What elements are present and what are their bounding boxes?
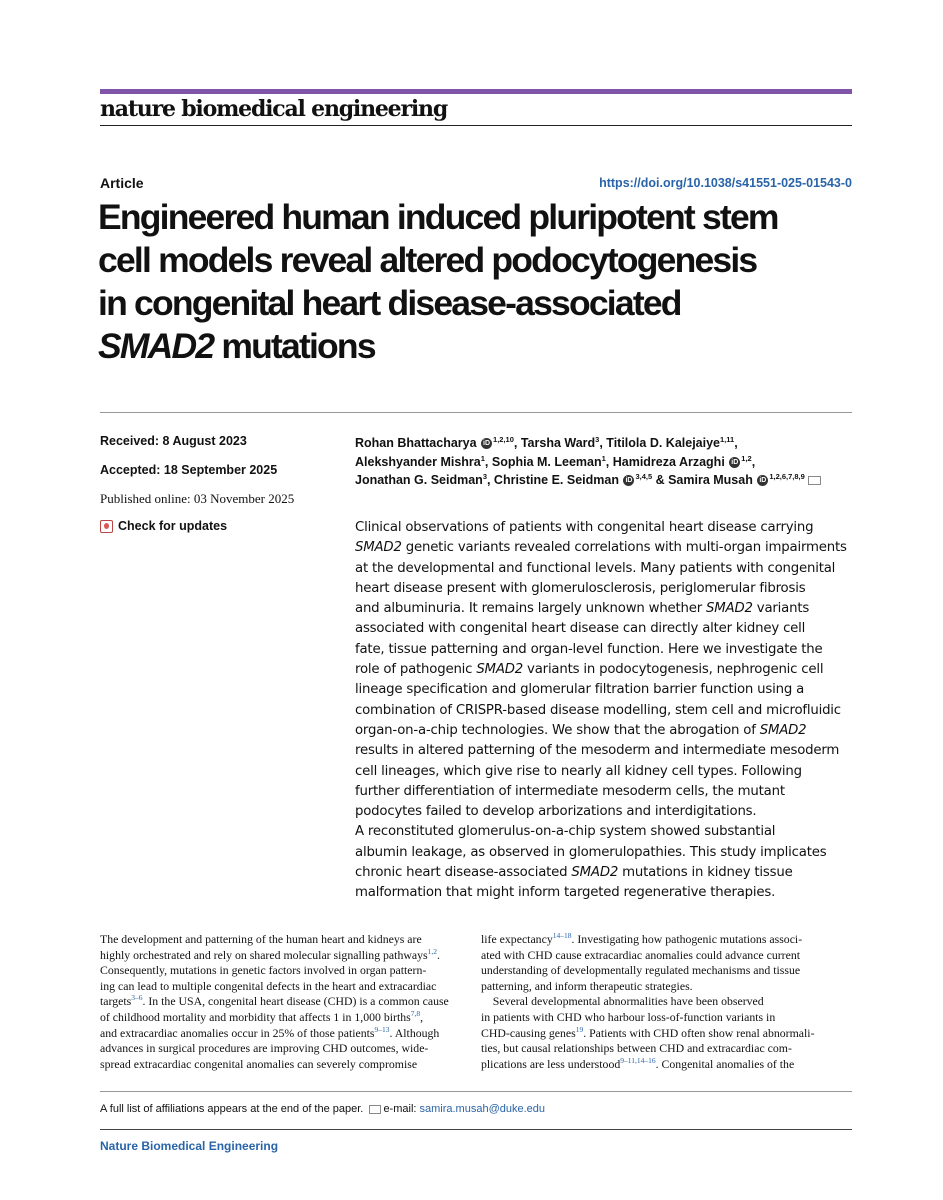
check-for-updates-label: Check for updates <box>118 519 228 533</box>
text-run: Consequently, mutations in genetic factors involved in organ pattern- <box>100 963 427 978</box>
text-run: , Tarsha Ward <box>513 436 596 450</box>
body-line <box>100 994 472 1010</box>
body-line <box>481 1057 853 1073</box>
text-run: at the developmental and functional levels. Many patients with congenital <box>355 560 836 576</box>
text-run: Rohan Bhattacharya <box>355 436 481 450</box>
published-date: Published online: 03 November 2025 <box>100 491 295 506</box>
text-run: A reconstituted glomerulus-on-a-chip system showed substantial <box>355 824 776 840</box>
affiliation-superscript[interactable]: 1,2,10 <box>493 434 514 444</box>
affiliation-superscript[interactable]: 1,2 <box>741 453 752 463</box>
article-type: Article <box>100 175 144 191</box>
text-run: ated with CHD cause extracardiac anomalies could advance current <box>481 947 801 962</box>
title-tail: mutations <box>213 326 375 366</box>
text-run: CHD-causing genes <box>481 1025 576 1040</box>
body-line <box>481 1041 853 1057</box>
abstract-line <box>355 822 855 842</box>
title-line: in congenital heart disease-associated <box>98 283 681 323</box>
gene-name: SMAD2 <box>706 601 753 617</box>
footnote-text: A full list of affiliations appears at the end of the paper. <box>100 1103 364 1115</box>
text-run: Clinical observations of patients with congenital heart disease carrying <box>355 520 814 535</box>
text-run: , Sophia M. Leeman <box>484 454 602 469</box>
gene-name: SMAD2 <box>476 662 524 678</box>
text-run: patterning, and inform therapeutic strategies. <box>481 978 693 993</box>
body-line <box>481 948 853 964</box>
text-run: . Patients with CHD often show renal abnormali- <box>583 1025 815 1040</box>
text-run: , Hamidreza Arzaghi <box>605 454 729 469</box>
abstract-line <box>355 518 855 538</box>
text-run: , Titilola D. Kalejaiye <box>599 436 720 450</box>
text-run: The development and patterning of the human heart and kidneys are <box>100 932 422 946</box>
abstract-line <box>355 619 855 639</box>
citation-ref[interactable]: 3–6 <box>131 993 143 1003</box>
text-run: podocytes failed to develop arborizations and interdigitations. <box>355 804 757 820</box>
footer-journal-name: Nature Biomedical Engineering <box>100 1139 279 1153</box>
text-run: fate, tissue patterning and organ-level function. Here we investigate the <box>355 641 823 657</box>
abstract-line <box>355 863 855 883</box>
orcid-icon[interactable]: iD <box>625 477 633 485</box>
text-run: , <box>420 1009 424 1024</box>
text-run: understanding of developmentally regulated mechanisms and tissue <box>481 963 801 978</box>
citation-ref[interactable]: 9–13 <box>374 1024 390 1034</box>
orcid-icon[interactable]: iD <box>483 440 491 448</box>
text-run: albumin leakage, as observed in glomerulopathies. This study implicates <box>355 844 827 860</box>
title-gene: SMAD2 <box>98 326 214 366</box>
text-run: mutations in kidney tissue <box>618 865 793 881</box>
body-line <box>100 1026 472 1042</box>
gene-name: SMAD2 <box>759 722 807 738</box>
affiliation-superscript[interactable]: 1,2,6,7,8,9 <box>769 471 805 481</box>
email-link[interactable]: samira.musah@duke.edu <box>419 1103 546 1115</box>
text-run: highly orchestrated and rely on shared molecular signalling pathways <box>100 947 428 962</box>
text-run: , Christine E. Seidman <box>486 473 623 487</box>
title-line <box>98 325 858 368</box>
email-label: e-mail: <box>383 1103 420 1115</box>
author-line <box>355 434 855 453</box>
text-run: in patients with CHD who harbour loss-of-function variants in <box>481 1009 776 1024</box>
abstract-line <box>355 599 855 619</box>
footnote-divider <box>100 1091 852 1092</box>
text-run: spread extracardiac congenital anomalies can severely compromise <box>100 1056 418 1071</box>
accepted-date: Accepted: 18 September 2025 <box>100 463 278 477</box>
title-line: Engineered human induced pluripotent stem <box>98 197 778 237</box>
text-run: further differentiation of intermediate mesoderm cells, the mutant <box>355 783 785 799</box>
body-line <box>100 979 472 995</box>
orcid-icon[interactable]: iD <box>759 477 767 485</box>
crossmark-icon <box>100 520 113 533</box>
text-run: organ-on-a-chip technologies. We show that the abrogation of <box>355 722 760 738</box>
citation-ref[interactable]: 1,2 <box>427 946 437 956</box>
affiliation-superscript[interactable]: 3 <box>595 434 600 444</box>
author-line <box>355 453 855 472</box>
body-line <box>481 963 853 979</box>
text-run: , <box>734 436 738 450</box>
body-line <box>100 932 472 948</box>
citation-ref[interactable]: 14–18 <box>552 931 572 941</box>
author-list <box>355 434 855 490</box>
text-run: Jonathan G. Seidman <box>355 473 483 487</box>
affiliation-superscript[interactable]: 1 <box>480 453 485 463</box>
doi-link[interactable]: https://doi.org/10.1038/s41551-025-01543-0 <box>599 176 852 190</box>
text-run: cell lineages, which give rise to nearly all kidney cell types. Following <box>355 763 802 779</box>
text-run: , <box>751 454 756 469</box>
text-run: heart disease present with glomerulosclerosis, periglomerular fibrosis <box>355 580 806 596</box>
abstract-line <box>355 843 855 863</box>
text-run: targets <box>100 994 132 1009</box>
article-title <box>98 196 858 368</box>
body-line <box>100 963 472 979</box>
abstract <box>355 518 855 904</box>
text-run: . In the USA, congenital heart disease (CHD) is a common cause <box>142 994 449 1009</box>
email-icon <box>369 1105 381 1114</box>
header-divider <box>100 125 852 126</box>
text-run: lineage specification and glomerular filtration barrier function using a <box>355 682 805 698</box>
author-line <box>355 471 855 490</box>
abstract-line <box>355 741 855 761</box>
abstract-line <box>355 538 855 558</box>
body-line <box>481 979 853 995</box>
received-date: Received: 8 August 2023 <box>100 434 247 448</box>
affiliation-superscript[interactable]: 1,11 <box>720 434 735 444</box>
body-line <box>481 932 853 948</box>
gene-name: SMAD2 <box>571 865 619 881</box>
body-line <box>481 1010 853 1026</box>
email-icon <box>808 476 821 485</box>
citation-ref[interactable]: 19 <box>575 1024 584 1034</box>
text-run: . Investigating how pathogenic mutations associ- <box>571 932 803 946</box>
text-run: associated with congenital heart disease can directly alter kidney cell <box>355 621 806 637</box>
journal-accent-bar <box>100 89 852 94</box>
citation-ref[interactable]: 7,8 <box>410 1009 421 1019</box>
body-line <box>481 994 853 1010</box>
abstract-line <box>355 559 855 579</box>
abstract-line <box>355 762 855 782</box>
text-run: . Although <box>389 1025 440 1040</box>
text-run: chronic heart disease-associated <box>355 865 572 881</box>
text-run: . <box>436 947 440 962</box>
abstract-line <box>355 721 855 741</box>
text-run: . Congenital anomalies of the <box>655 1056 795 1071</box>
text-run: and albuminuria. It remains largely unknown whether <box>355 601 707 617</box>
abstract-line <box>355 579 855 599</box>
text-run: plications are less understood <box>481 1056 621 1071</box>
check-for-updates-button[interactable] <box>100 519 227 533</box>
citation-ref[interactable]: 9–11,14–16 <box>620 1055 656 1065</box>
text-run: malformation that might inform targeted regenerative therapies. <box>355 885 776 901</box>
text-run: Alekshyander Mishra <box>355 454 481 469</box>
abstract-line <box>355 680 855 700</box>
text-run: ing can lead to multiple congenital defects in the heart and extracardiac <box>100 978 437 993</box>
body-line <box>100 1057 472 1073</box>
journal-name: nature biomedical engineering <box>100 96 447 122</box>
abstract-line <box>355 782 855 802</box>
text-run: variants in podocytogenesis, nephrogenic cell <box>523 662 824 678</box>
text-run: of childhood mortality and morbidity that affects 1 in 1,000 births <box>100 1009 411 1024</box>
abstract-line <box>355 802 855 822</box>
body-line <box>100 1010 472 1026</box>
gene-name: SMAD2 <box>355 540 402 556</box>
text-run: variants <box>752 601 810 617</box>
text-run: role of pathogenic <box>355 662 477 678</box>
body-line <box>100 1041 472 1057</box>
text-run: combination of CRISPR-based disease modelling, stem cell and microfluidic <box>355 702 841 718</box>
abstract-line <box>355 701 855 721</box>
body-line <box>481 1026 853 1042</box>
body-line <box>100 948 472 964</box>
affiliation-superscript[interactable]: 3 <box>482 471 487 481</box>
orcid-icon[interactable]: iD <box>731 458 739 466</box>
body-column-right <box>481 932 853 1072</box>
body-column-left <box>100 932 472 1072</box>
affiliations-footnote <box>100 1103 545 1115</box>
text-run: ties, but causal relationships between CHD and extracardiac com- <box>481 1041 792 1056</box>
text-run: Several developmental abnormalities have been observed <box>481 994 764 1009</box>
footer-divider <box>100 1129 852 1130</box>
text-run: life expectancy <box>481 932 553 946</box>
abstract-line <box>355 660 855 680</box>
title-divider <box>100 412 852 413</box>
article-dates <box>100 432 294 519</box>
text-run: and extracardiac anomalies occur in 25% of those patients <box>100 1025 375 1040</box>
text-run: advances in surgical procedures are improving CHD outcomes, wide- <box>100 1041 429 1056</box>
text-run: results in altered patterning of the mesoderm and intermediate mesoderm <box>355 743 840 759</box>
text-run: genetic variants revealed correlations with multi-organ impairments <box>401 540 847 556</box>
text-run: & Samira Musah <box>652 473 757 487</box>
title-line: cell models reveal altered podocytogenesis <box>98 240 757 280</box>
affiliation-superscript[interactable]: 1 <box>601 453 606 463</box>
abstract-line <box>355 640 855 660</box>
abstract-line <box>355 883 855 903</box>
affiliation-superscript[interactable]: 3,4,5 <box>635 471 653 481</box>
